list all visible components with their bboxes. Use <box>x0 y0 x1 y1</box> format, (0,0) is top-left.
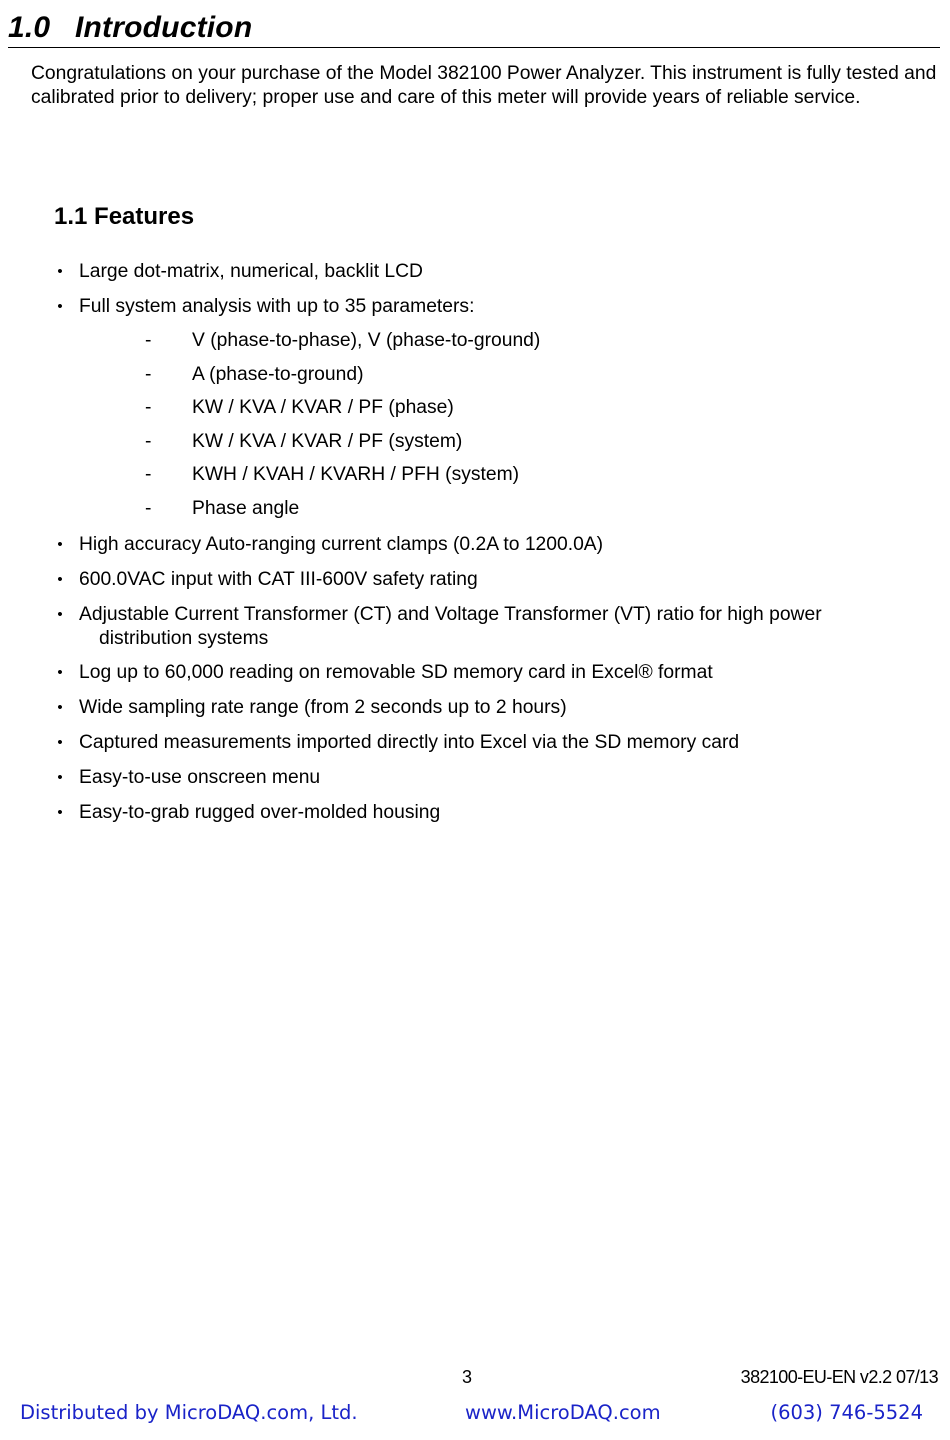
feature-item <box>54 260 914 284</box>
parameter-text: V (phase-to-phase), V (phase-to-ground) <box>192 330 541 351</box>
document-id: 382100-EU-EN v2.2 07/13 <box>740 1367 938 1387</box>
dash-icon: - <box>145 431 152 452</box>
bullet-icon: • <box>57 298 63 315</box>
dash-icon: - <box>145 364 152 385</box>
feature-item <box>54 801 914 825</box>
bullet-icon: • <box>57 664 63 681</box>
dash-icon: - <box>145 464 152 485</box>
parameter-item <box>145 329 845 353</box>
feature-item <box>54 696 914 720</box>
parameter-item <box>145 463 845 487</box>
bullet-icon: • <box>57 734 63 751</box>
feature-text: Full system analysis with up to 35 parameters: <box>79 296 475 317</box>
feature-text: 600.0VAC input with CAT III-600V safety rating <box>79 569 478 590</box>
dash-icon: - <box>145 397 152 418</box>
feature-text: Wide sampling rate range (from 2 seconds up to 2 hours) <box>79 697 567 718</box>
bullet-icon: • <box>57 263 63 280</box>
section-title <box>8 8 252 48</box>
feature-text: Easy-to-use onscreen menu <box>79 767 321 788</box>
feature-text: Captured measurements imported directly into Excel via the SD memory card <box>79 732 740 753</box>
intro-paragraph: Congratulations on your purchase of the Model 382100 Power Analyzer. This instrument is fully tested and calibrated prior to delivery; proper use and care of this meter will provide years of reliable service. <box>31 63 937 108</box>
feature-text: Adjustable Current Transformer (CT) and Voltage Transformer (VT) ratio for high power distribution systems <box>79 604 822 649</box>
feature-item <box>54 661 914 685</box>
parameter-text: KW / KVA / KVAR / PF (phase) <box>192 397 454 418</box>
features-heading: 1.1 Features <box>54 203 195 230</box>
distributor-website-link[interactable]: www.MicroDAQ.com <box>465 1401 661 1424</box>
bullet-icon: • <box>57 536 63 553</box>
feature-item <box>54 568 914 592</box>
feature-text: Easy-to-grab rugged over-molded housing <box>79 802 441 823</box>
parameter-text: KW / KVA / KVAR / PF (system) <box>192 431 463 452</box>
page-number: 3 <box>462 1367 473 1387</box>
bullet-icon: • <box>57 571 63 588</box>
parameter-item <box>145 430 845 454</box>
parameter-item <box>145 396 845 420</box>
feature-item <box>54 766 914 790</box>
parameter-text: KWH / KVAH / KVARH / PFH (system) <box>192 464 520 485</box>
bullet-icon: • <box>57 699 63 716</box>
feature-item <box>54 603 914 651</box>
title-rule <box>8 47 940 48</box>
parameter-item <box>145 363 845 387</box>
bullet-icon: • <box>57 804 63 821</box>
feature-item <box>54 533 914 557</box>
distributor-name: Distributed by MicroDAQ.com, Ltd. <box>20 1401 358 1424</box>
dash-icon: - <box>145 330 152 351</box>
bullet-icon: • <box>57 606 63 623</box>
dash-icon: - <box>145 498 152 519</box>
feature-text: Log up to 60,000 reading on removable SD memory card in Excel® format <box>79 662 713 683</box>
parameter-text: Phase angle <box>192 498 300 519</box>
section-number: 1.0 <box>8 11 51 44</box>
feature-item <box>54 295 914 319</box>
distributor-phone: (603) 746-5524 <box>770 1401 923 1424</box>
feature-text: Large dot-matrix, numerical, backlit LCD <box>79 261 423 282</box>
parameter-text: A (phase-to-ground) <box>192 364 364 385</box>
feature-text: High accuracy Auto-ranging current clamps (0.2A to 1200.0A) <box>79 534 604 555</box>
section-title-text: Introduction <box>75 11 253 44</box>
parameter-item <box>145 497 845 521</box>
bullet-icon: • <box>57 769 63 786</box>
feature-item <box>54 731 914 755</box>
